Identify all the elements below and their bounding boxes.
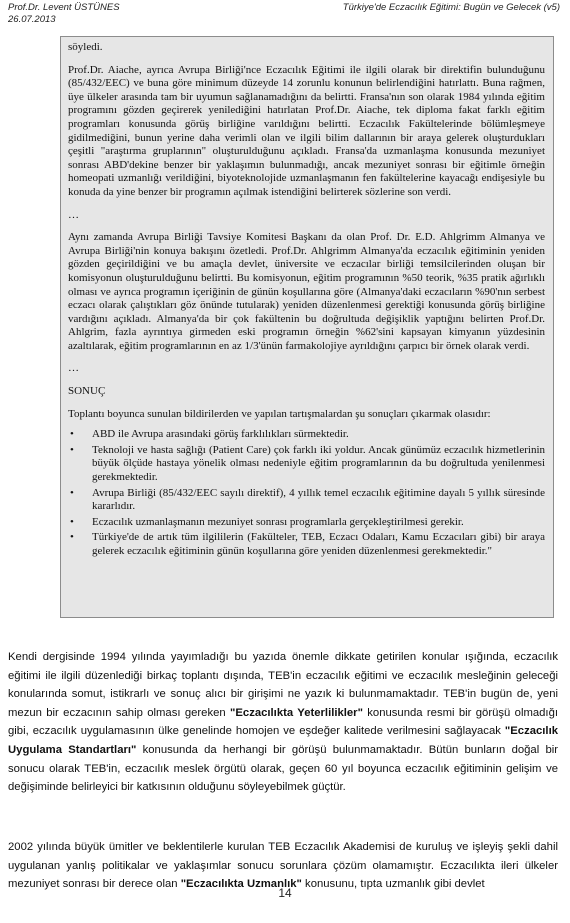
conclusion-item: • Avrupa Birliği (85/432/EEC sayılı direktif), 4 yıllık temel eczacılık eğitimine dayalı 5 yıllık süresinde kararlıdır. <box>92 487 545 514</box>
conclusion-item: • ABD ile Avrupa arasındaki görüş farklılıkları sürmektedir. <box>92 428 545 442</box>
page-number: 14 <box>278 886 292 900</box>
quote-paragraph-3: Toplantı boyunca sunulan bildirilerden ve yapılan tartışmalardan şu sonuçları çıkarmak olasıdır: <box>68 407 491 420</box>
conclusion-item: • Teknoloji ve hasta sağlığı (Patient Care) çok farklı iki yoldur. Ancak günümüz eczacılık hizmetlerinin büyük ölçüde hastaya yönelik olması nedeniyle eğitim programlarının da bu doğrultuda yenilenmesi gerekmektedir. <box>92 444 545 485</box>
body-paragraph-1 <box>8 648 558 797</box>
conclusion-heading: SONUÇ <box>68 385 106 398</box>
body-text-span: 2002 yılında büyük ümitler ve beklentilerle kurulan TEB Eczacılık Akademisi de kuruluş ve işleyiş şekli dahil uygulanan yanlış politikalar ve yaklaşımlar sonucu sorunlara çözüm olamamıştır. Eczacılıkta ileri ülkeler mezuniyet sonrası bir derece olan <box>8 841 558 891</box>
body-text-span: konusunda da herhangi bir görüşü bulunmamaktadır. Bütün bunların doğal bir sonucu olarak TEB'in, eczacılık meslek örgütü olarak, geçen 60 yıl boyunca eczacılık eğitiminin gelişim ve değişiminde belirleyici bir katkısının olduğunu söyleyebilmek güçtür. <box>8 743 558 794</box>
body-text-span: konusunda resmi bir görüşü olmadığı gibi, eczacılık uygulamasının ülke genelinde homojen ve eşdeğer kalitede verilmesini sağlayacak <box>8 706 558 738</box>
header-date: 26.07.2013 <box>8 14 56 25</box>
bold-term: "Eczacılıkta Uzmanlık" <box>180 878 302 891</box>
conclusion-list <box>68 428 545 558</box>
quoted-article-box <box>60 36 554 618</box>
bold-term: "Eczacılıkta Yeterlilikler" <box>230 706 363 719</box>
quote-ellipsis-1: … <box>68 208 79 221</box>
bold-term: "Eczacılık Uygulama Standartları" <box>8 725 558 756</box>
header-document-title: Türkiye'de Eczacılık Eğitimi: Bugün ve Gelecek (v5) <box>342 2 560 13</box>
body-text-span: Kendi dergisinde 1994 yılında yayımladığı bu yazıda önemle dikkate getirilen konular ışığında, eczacılık eğitimi ile ilgili düzenlediği birkaç toplantı dışında, TEB'in eczacılık eğitimi ve eczacılık mesleğinin geleceği konularında somut, istikrarlı ve sonuç alıcı bir girişimi ne yazık ki bulunmamaktadır. TEB'in bugün de, yeni mezun bir eczacının sahip olması gereken <box>8 651 558 719</box>
conclusion-item: • Türkiye'de de artık tüm ilgililerin (Fakülteler, TEB, Eczacı Odaları, Kamu Eczacıları gibi) bir araya gelerek eczacılık eğitiminin günün koşullarına göre yeniden düzenlenmesi gerekmektedir." <box>92 531 545 558</box>
quote-paragraph-2: Aynı zamanda Avrupa Birliği Tavsiye Komitesi Başkanı da olan Prof. Dr. E.D. Ahlgrimm Almanya ve Avrupa Birliği'nin konuya bakışını özetledi. Prof.Dr. Ahlgrimm Almanya'da eczacılık eğitiminin yeniden gözden geçirildiğini ve bu amaçla devlet, üniversite ve eczacılar birliği temsilcilerinden oluşan bir komisyonun oluşturulduğunu belirtti. Bu komisyonun, eğitim programının %50 teorik, %35 pratik ağırlıklı olması ve ayrıca programın içeriğinin de günün koşullarına göre (Almanya'daki eczacıların %90'nın serbest eczacı olarak çalıştıkları göz önünde tutularak) yeniden düzenlenmesi gerektiği konusunda görüş birliğine vardığını açıkladı. Almanya'da bir çok fakültenin bu doğrultuda değişiklik yaptığını belirten Prof.Dr. Ahlgrim, fazla ayrıntıya girmeden eski programın örneğin %62'sini kapsayan kimyanın yüzdesinin azaltılarak, eğitim programlarının en az 1/3'ünün farmakolojiye ayrıldığını çarpıcı bir örnek olarak verdi. <box>68 231 545 352</box>
conclusion-item: • Eczacılık uzmanlaşmanın mezuniyet sonrası programlarla gerçekleştirilmesi gerekir. <box>92 516 545 530</box>
page-header-left <box>8 2 120 26</box>
quote-paragraph-1: Prof.Dr. Aiache, ayrıca Avrupa Birliği'nce Eczacılık Eğitimi ile ilgili olarak bir direktifin bulunduğunu (85/432/EEC) ve buna göre minimum düzeyde 14 zorunlu konunun belirlendiğini hatırlattı. Buna rağmen, üye ülkeler arasında tam bir uyumun sağlanamadığını da belirtti. Fransa'nın son olarak 1984 yılında eğitim programını gözden geçirerek yenilediğini hatırlatan Prof.Dr. Aiache, tek diploma fakat farklı eğitim programları konusunda görüş birliğine varıldığını belirtti. Eczacılık Fakültelerinde bölümleşmeye gidilmediğini, bunun yerine daha verimli olan ve ilgili bilim dallarının bir araya gelerek oluşturdukları çeşitli "araştırma gruplarının" oluşturulduğunu açıkladı. Fransa'da uzmanlaşma konusunda mezuniyet sonrası ABD'dekine benzer bir yaklaşımın bulunmadığı, ancak mezuniyet sonrası bir eğitimle örneğin homeopati uzmanlığı verildiğini, biyoteknolojide uzmanlaşmanın fen fakültelerine kayacağı endişesiyle bu konuda da yine benzer bir programın açılmak istendiğini belirterek sözlerine son verdi. <box>68 63 545 198</box>
quote-ellipsis-2: … <box>68 362 79 375</box>
quote-paragraph-0: söyledi. <box>68 41 103 53</box>
body-text-span: konusunu, tıpta uzmanlık gibi devlet <box>301 878 485 891</box>
header-author: Prof.Dr. Levent ÜSTÜNES <box>8 2 120 13</box>
